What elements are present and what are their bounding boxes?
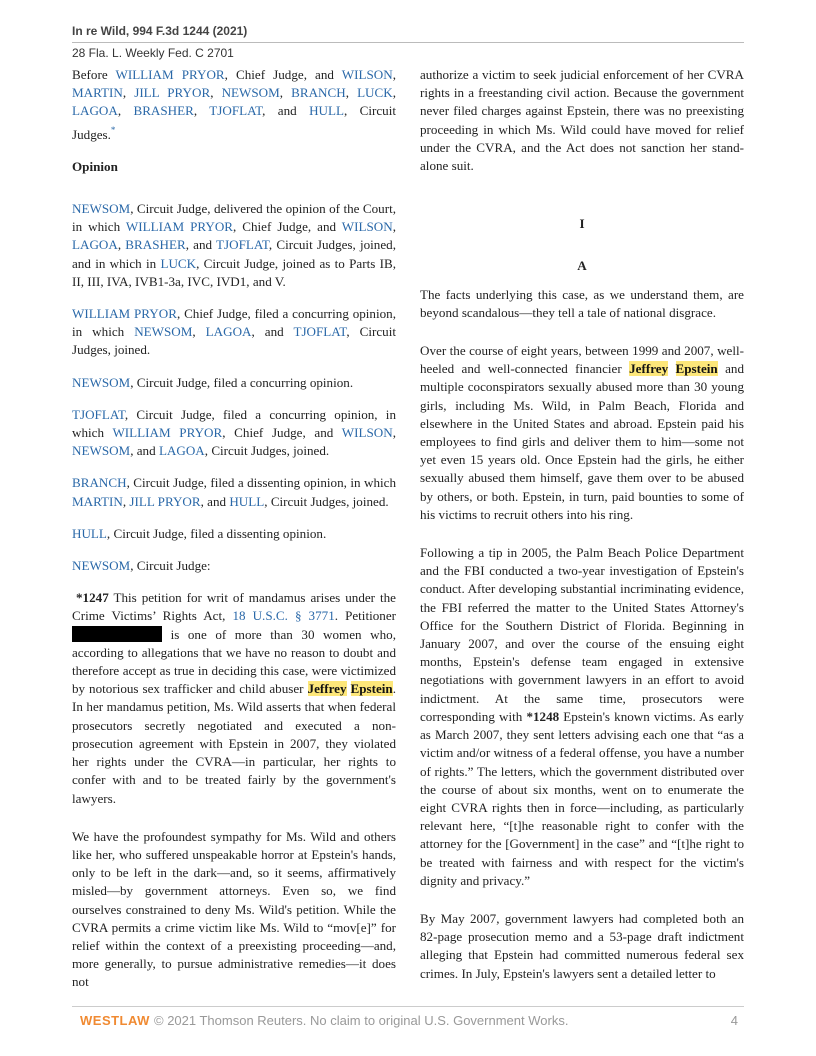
- text: , Circuit Judge, filed a concurring opinion.: [130, 374, 354, 390]
- text: ,: [117, 237, 122, 253]
- judge-link-branch[interactable]: BRANCH: [72, 475, 127, 491]
- text: , and: [251, 324, 284, 340]
- judge-link-hull[interactable]: HULL: [229, 493, 265, 509]
- judge-link-jill-pryor[interactable]: JILL PRYOR: [129, 493, 201, 509]
- body-paragraph: The facts underlying this case, as we understand them, are beyond scandalous—they tell a tale of national disgrace.: [420, 286, 744, 320]
- page-header: [72, 22, 744, 61]
- opinion-paragraph: [72, 200, 396, 291]
- westlaw-logo[interactable]: WESTLAW: [80, 1013, 150, 1028]
- judge-link-william-pryor[interactable]: WILLIAM PRYOR: [115, 67, 225, 82]
- judge-link-martin[interactable]: MARTIN: [72, 85, 123, 101]
- text: This petition for writ of mandamus arises under the Crime Victims’ Rights Act,: [72, 590, 396, 624]
- dissent-paragraph: [72, 474, 396, 510]
- body-paragraph: authorize a victim to seek judicial enforcement of her CVRA rights in a freestanding civil action. Because the government never filed charges against Epstein, there was no preexisting proceeding in which Ms. Wild could have moved for relief under the CVRA, and the Act does not sanction her stand-alone suit.: [420, 67, 744, 174]
- dissent-paragraph: [72, 525, 396, 543]
- body-paragraph: We have the profoundest sympathy for Ms. Wild and others like her, who suffered unspeakable horror at Epstein's hands, only to be left in the dark—and, so it seems, affirmatively misled—by government attorneys. Even so, we find ourselves constrained to deny Ms. Wild's petition. While the CVRA permits a crime victim like Ms. Wild to “mov[e]” for relief within the context of a preexisting proceeding—and, more generally, to pursue administrative remedies—it does not: [72, 828, 396, 990]
- judge-link-william-pryor[interactable]: WILLIAM PRYOR: [72, 306, 177, 322]
- text: , Circuit Judge, delivered the opinion of the Court, in which: [72, 201, 396, 235]
- judge-link-tjoflat[interactable]: TJOFLAT: [209, 103, 263, 119]
- left-column: [72, 66, 396, 1006]
- copyright-notice: © 2021 Thomson Reuters. No claim to original U.S. Government Works.: [154, 1013, 569, 1028]
- judge-link-newsom[interactable]: NEWSOM: [72, 558, 131, 574]
- text: , Circuit Judges.: [72, 103, 396, 142]
- text: , Circuit Judge, filed a concurring opinion, in which: [72, 406, 396, 441]
- search-highlight[interactable]: Epstein: [675, 361, 718, 377]
- text: ,: [392, 219, 396, 235]
- text: ,: [392, 425, 396, 441]
- text: . Petitioner: [334, 608, 396, 624]
- text: Epstein's known victims. As early as March 2007, they sent letters advising each one that “as a victim and/or witness of a federal offense, you have a number of rights.” The letters, which the government distributed over the course of about six months, went on to enumerate the eight CVRA rights then in force—including, as particularly relevant here, “[t]he reasonable right to confer with the attorney for the [Government] in the case” and “[t]he right to be treated with fairness and with respect for the victim's dignity and privacy.”: [420, 708, 744, 888]
- text: , and: [200, 493, 227, 509]
- judge-link-newsom[interactable]: NEWSOM: [134, 324, 193, 340]
- text: . In her mandamus petition, Ms. Wild asserts that when federal prosecutors secretly negotiated and executed a non-prosecution agreement with Epstein in 2007, they violated her rights under the CVRA—in particular, her rights to confer with and to be treated fairly by the government's lawyers.: [72, 681, 396, 806]
- text: , Circuit Judge, joined as to Parts IB, II, III, IVA, IVB1-3a, IVC, IVD1, and V.: [72, 255, 396, 289]
- text: ,: [210, 85, 214, 101]
- text: ,: [345, 85, 349, 101]
- text: , and: [262, 103, 297, 119]
- judge-link-martin[interactable]: MARTIN: [72, 493, 123, 509]
- judge-link-newsom[interactable]: NEWSOM: [221, 85, 280, 101]
- judge-link-lagoa[interactable]: LAGOA: [72, 237, 118, 253]
- opinion-heading: Opinion: [72, 158, 118, 174]
- body-paragraph: [420, 342, 744, 524]
- judge-link-wilson[interactable]: WILSON: [341, 219, 393, 235]
- text: , Circuit Judges, joined, and in which in: [72, 237, 396, 271]
- judge-link-tjoflat[interactable]: TJOFLAT: [216, 237, 269, 253]
- header-divider: [72, 42, 744, 43]
- text: ,: [279, 85, 284, 101]
- judge-link-newsom[interactable]: NEWSOM: [72, 201, 131, 217]
- judge-link-tjoflat[interactable]: TJOFLAT: [293, 324, 347, 340]
- text: ,: [392, 67, 396, 82]
- judge-link-william-pryor[interactable]: WILLIAM PRYOR: [112, 425, 223, 441]
- redaction-box: [72, 626, 162, 642]
- text: ,: [122, 85, 127, 101]
- text: , Circuit Judges, joined.: [72, 324, 396, 358]
- judge-link-tjoflat[interactable]: TJOFLAT: [72, 406, 125, 422]
- text: , Circuit Judge:: [130, 558, 211, 574]
- author-line: [72, 557, 396, 575]
- text: ,: [117, 103, 122, 119]
- text: ,: [122, 493, 127, 509]
- star-page: *1248: [526, 708, 560, 724]
- judge-link-lagoa[interactable]: LAGOA: [205, 324, 252, 340]
- statute-link[interactable]: 18 U.S.C. § 3771: [232, 608, 335, 624]
- search-highlight[interactable]: Jeffrey: [629, 361, 669, 377]
- text: ,: [193, 103, 198, 119]
- judge-link-hull[interactable]: HULL: [72, 525, 107, 541]
- footnote-link[interactable]: *: [110, 124, 116, 135]
- judge-link-wilson[interactable]: WILSON: [341, 67, 393, 82]
- search-highlight[interactable]: Jeffrey: [307, 681, 347, 697]
- judge-link-luck[interactable]: LUCK: [357, 85, 393, 101]
- judge-link-luck[interactable]: LUCK: [160, 255, 197, 271]
- judge-link-wilson[interactable]: WILSON: [341, 425, 393, 441]
- text: and multiple coconspirators sexually abused more than 30 young girls, including Ms. Wild, in Palm Beach, Florida and elsewhere in the United States and abroad. Epstein paid his employees to find girls and deliver them to him—some not yet even 15 years old. Once Epstein had the girls, he either sexually abused them himself, gave them over to be abused by others, or both. Epstein, in turn, paid bounties to some of his victims to recruit others into his ring.: [420, 361, 745, 522]
- page-number: 4: [730, 1013, 738, 1028]
- judge-link-lagoa[interactable]: LAGOA: [158, 443, 205, 459]
- reporter-citation: 28 Fla. L. Weekly Fed. C 2701: [72, 46, 234, 60]
- judge-link-brasher[interactable]: BRASHER: [125, 237, 186, 253]
- subsection-heading: A: [577, 258, 587, 274]
- text: , Circuit Judges, joined.: [264, 493, 389, 509]
- search-highlight[interactable]: Epstein: [350, 681, 393, 697]
- section-heading: I: [579, 216, 585, 232]
- panel-before: Before: [72, 67, 108, 82]
- text: , and: [185, 237, 213, 253]
- concurrence-paragraph: [72, 374, 396, 392]
- text: , Circuit Judges, joined.: [204, 443, 330, 459]
- judge-link-brasher[interactable]: BRASHER: [133, 103, 194, 119]
- case-citation: In re Wild, 994 F.3d 1244 (2021): [72, 24, 248, 38]
- text: ,: [392, 85, 396, 101]
- body-paragraph: [72, 589, 396, 807]
- judge-link-hull[interactable]: HULL: [309, 103, 344, 119]
- panel-paragraph: [72, 66, 396, 144]
- judge-link-branch[interactable]: BRANCH: [291, 85, 346, 101]
- judge-link-jill-pryor[interactable]: JILL PRYOR: [134, 85, 211, 101]
- judge-link-lagoa[interactable]: LAGOA: [72, 103, 118, 119]
- body-paragraph: By May 2007, government lawyers had completed both an 82-page prosecution memo and a 53-page draft indictment alleging that Epstein had committed numerous federal sex crimes. In July, Epstein's lawyers sent a detailed letter to: [420, 910, 744, 981]
- judge-link-newsom[interactable]: NEWSOM: [72, 443, 131, 459]
- page-footer: [72, 1006, 744, 1035]
- judge-link-newsom[interactable]: NEWSOM: [72, 374, 131, 390]
- text: , Chief Judge, and: [224, 67, 334, 82]
- right-column: [420, 66, 744, 997]
- text: , and: [130, 443, 156, 459]
- text: , Chief Judge, and: [222, 425, 334, 441]
- star-page: *1247: [76, 590, 109, 606]
- text: , Chief Judge, filed a concurring opinion, in which: [72, 306, 396, 340]
- text: , Circuit Judge, filed a dissenting opinion.: [106, 525, 327, 541]
- text: is one of more than 30 women who, according to allegations that we have no reason to doubt and therefore accept as true in deciding this case, were victimized by notorious sex trafficker and child abuser: [72, 626, 396, 697]
- concurrence-paragraph: [72, 305, 396, 360]
- text: Over the course of eight years, between 1999 and 2007, well-heeled and well-connected financier: [420, 343, 744, 377]
- text: Following a tip in 2005, the Palm Beach Police Department and the FBI conducted a two-year investigation of Epstein's conduct. After developing substantial incriminating evidence, the FBI referred the matter to the United States Attorney's Office for the Southern District of Florida. Beginning in January 2007, and over the course of the ensuing eight months, Epstein's defense team engaged in extensive negotiations with government lawyers in an effort to avoid indictment. At the same time, prosecutors were corresponding with: [420, 545, 744, 724]
- text: , Chief Judge, and: [233, 219, 337, 235]
- judge-link-william-pryor[interactable]: WILLIAM PRYOR: [125, 219, 234, 235]
- text: ,: [192, 324, 196, 340]
- text: , Circuit Judge, filed a dissenting opinion, in which: [126, 475, 396, 491]
- body-paragraph: [420, 544, 744, 890]
- concurrence-paragraph: [72, 406, 396, 461]
